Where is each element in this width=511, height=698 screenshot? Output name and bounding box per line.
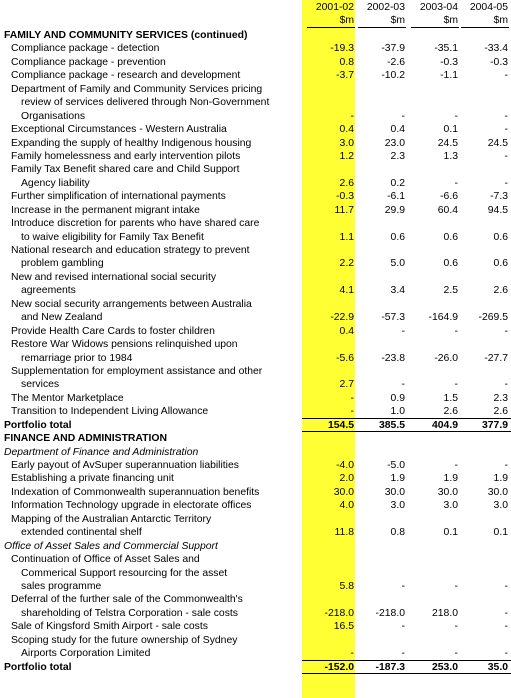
table-row bbox=[0, 352, 511, 365]
cell-value: 3.0 bbox=[339, 137, 354, 149]
cell-value: - bbox=[454, 177, 458, 189]
cell-value: 0.4 bbox=[339, 124, 354, 136]
cell-value: - bbox=[401, 110, 405, 122]
row-label: Compliance package - research and development bbox=[11, 70, 241, 82]
cell-value: 2.6 bbox=[493, 285, 508, 297]
table-row bbox=[0, 392, 511, 405]
cell-value: - bbox=[504, 607, 508, 619]
cell-value: 30.0 bbox=[487, 486, 508, 498]
row-label: Deferral of the further sale of the Commonwealth's bbox=[11, 594, 243, 606]
column-year: 2003-04 bbox=[419, 2, 458, 13]
cell-value: -7.3 bbox=[490, 191, 508, 203]
table-row bbox=[0, 96, 511, 109]
row-label: Compliance package - prevention bbox=[11, 56, 166, 68]
cell-value: 2.2 bbox=[339, 258, 354, 270]
row-label: Compliance package - detection bbox=[11, 43, 160, 55]
cell-value: 0.2 bbox=[390, 177, 405, 189]
cell-value: - bbox=[504, 70, 508, 82]
row-label: Sale of Kingsford Smith Airport - sale costs bbox=[11, 621, 208, 633]
cell-value: 5.8 bbox=[339, 580, 354, 592]
header-underline bbox=[411, 27, 459, 28]
cell-value: 4.0 bbox=[339, 500, 354, 512]
row-label: Introduce discretion for parents who have shared care bbox=[11, 218, 260, 230]
table-row bbox=[0, 110, 511, 123]
cell-value: 0.4 bbox=[390, 124, 405, 136]
cell-value: 30.0 bbox=[437, 486, 458, 498]
cell-value: 1.9 bbox=[493, 473, 508, 485]
cell-value: 0.6 bbox=[390, 231, 405, 243]
cell-value: -10.2 bbox=[381, 70, 405, 82]
column-unit: $m bbox=[443, 15, 458, 26]
cell-value: -152.0 bbox=[324, 661, 354, 673]
table-row bbox=[0, 137, 511, 150]
cell-value: 2.6 bbox=[493, 406, 508, 418]
table-row bbox=[0, 567, 511, 580]
table-row bbox=[0, 150, 511, 163]
cell-value: -5.6 bbox=[336, 352, 354, 364]
table-row bbox=[0, 553, 511, 566]
portfolio-total-row bbox=[0, 419, 511, 432]
cell-value: 3.4 bbox=[390, 285, 405, 297]
cell-value: -37.9 bbox=[381, 43, 405, 55]
row-label: Department of Finance and Administration bbox=[4, 446, 199, 458]
cell-value: 0.6 bbox=[443, 231, 458, 243]
row-label: Commerical Support resourcing for the asset bbox=[21, 567, 228, 579]
cell-value: 35.0 bbox=[487, 661, 508, 673]
cell-value: 2.3 bbox=[493, 392, 508, 404]
cell-value: 23.0 bbox=[384, 137, 405, 149]
cell-value: 11.8 bbox=[334, 527, 354, 539]
row-label: Portfolio total bbox=[4, 661, 72, 673]
table-row bbox=[0, 486, 511, 499]
cell-value: 2.3 bbox=[390, 150, 405, 162]
section-heading-row bbox=[0, 29, 511, 42]
cell-value: 0.6 bbox=[443, 258, 458, 270]
cell-value: -35.1 bbox=[434, 43, 458, 55]
table-row bbox=[0, 338, 511, 351]
row-label: FINANCE AND ADMINISTRATION bbox=[4, 433, 167, 445]
cell-value: -164.9 bbox=[428, 312, 458, 324]
cell-value: 60.4 bbox=[437, 204, 458, 216]
cell-value: -6.1 bbox=[387, 191, 405, 203]
cell-value: -57.3 bbox=[381, 312, 405, 324]
column-year: 2002-03 bbox=[366, 2, 405, 13]
table-row bbox=[0, 365, 511, 378]
cell-value: -0.3 bbox=[336, 191, 354, 203]
table-row bbox=[0, 513, 511, 526]
cell-value: 377.9 bbox=[481, 419, 508, 431]
cell-value: 11.7 bbox=[334, 204, 354, 216]
row-label: sales programme bbox=[21, 580, 102, 592]
row-label: Establishing a private financing unit bbox=[11, 473, 174, 485]
cell-value: 0.9 bbox=[390, 392, 405, 404]
row-label: Increase in the permanent migrant intake bbox=[11, 204, 200, 216]
table-row bbox=[0, 244, 511, 257]
row-label: Department of Family and Community Services pricing bbox=[11, 83, 263, 95]
cell-value: - bbox=[454, 580, 458, 592]
cell-value: - bbox=[454, 325, 458, 337]
cell-value: - bbox=[350, 110, 354, 122]
row-label: Supplementation for employment assistance and other bbox=[11, 365, 263, 377]
cell-value: 0.8 bbox=[339, 56, 354, 68]
row-label: and New Zealand bbox=[21, 312, 103, 324]
cell-value: - bbox=[504, 150, 508, 162]
cell-value: 154.5 bbox=[327, 419, 354, 431]
cell-value: 1.9 bbox=[443, 473, 458, 485]
cell-value: -2.6 bbox=[387, 56, 405, 68]
table-row bbox=[0, 311, 511, 324]
cell-value: 16.5 bbox=[333, 621, 354, 633]
cell-value: 0.6 bbox=[493, 231, 508, 243]
cell-value: -3.7 bbox=[336, 70, 354, 82]
cell-value: - bbox=[454, 621, 458, 633]
cell-value: -0.3 bbox=[440, 56, 458, 68]
cell-value: 30.0 bbox=[384, 486, 405, 498]
cell-value: 24.5 bbox=[437, 137, 458, 149]
cell-value: 24.5 bbox=[487, 137, 508, 149]
cell-value: - bbox=[401, 325, 405, 337]
row-label: remarriage prior to 1984 bbox=[21, 352, 133, 364]
cell-value: - bbox=[454, 648, 458, 660]
cell-value: -218.0 bbox=[324, 607, 354, 619]
cell-value: 3.0 bbox=[493, 500, 508, 512]
budget-table bbox=[0, 29, 511, 674]
table-row bbox=[0, 83, 511, 96]
row-label: Airports Corporation Limited bbox=[21, 648, 151, 660]
cell-value: - bbox=[504, 124, 508, 136]
cell-value: 0.8 bbox=[390, 527, 405, 539]
row-label: Scoping study for the future ownership of Sydney bbox=[11, 634, 238, 646]
table-row bbox=[0, 378, 511, 391]
row-label: Portfolio total bbox=[4, 419, 72, 431]
row-label: to waive eligibility for Family Tax Benefit bbox=[21, 231, 204, 243]
cell-value: - bbox=[454, 110, 458, 122]
row-label: Family homelessness and early intervention pilots bbox=[11, 150, 241, 162]
cell-value: 1.2 bbox=[339, 150, 354, 162]
table-row bbox=[0, 634, 511, 647]
cell-value: 29.9 bbox=[384, 204, 405, 216]
cell-value: - bbox=[454, 460, 458, 471]
table-row bbox=[0, 177, 511, 190]
cell-value: -5.0 bbox=[387, 460, 405, 471]
cell-value: -26.0 bbox=[434, 352, 458, 364]
cell-value: 5.0 bbox=[390, 258, 405, 270]
cell-value: 4.1 bbox=[339, 285, 354, 297]
cell-value: -269.5 bbox=[478, 312, 508, 324]
cell-value: 2.0 bbox=[339, 473, 354, 485]
row-label: Agency liability bbox=[21, 177, 90, 189]
column-year: 2004-05 bbox=[469, 2, 508, 13]
row-label: problem gambling bbox=[21, 258, 104, 270]
cell-value: - bbox=[350, 392, 354, 404]
cell-value: -1.1 bbox=[440, 70, 458, 82]
table-row bbox=[0, 298, 511, 311]
cell-value: -6.6 bbox=[440, 191, 458, 203]
cell-value: - bbox=[504, 177, 508, 189]
cell-value: - bbox=[504, 648, 508, 660]
cell-value: - bbox=[401, 580, 405, 592]
row-label: services bbox=[21, 379, 60, 391]
row-label: Office of Asset Sales and Commercial Support bbox=[4, 540, 218, 552]
cell-value: -4.0 bbox=[336, 460, 354, 471]
cell-value: 2.7 bbox=[339, 379, 354, 391]
cell-value: - bbox=[401, 379, 405, 391]
table-row bbox=[0, 620, 511, 633]
cell-value: 2.5 bbox=[443, 285, 458, 297]
table-row bbox=[0, 405, 511, 418]
row-label: New social security arrangements between Australia bbox=[11, 298, 252, 310]
table-row bbox=[0, 271, 511, 284]
cell-value: -22.9 bbox=[330, 312, 354, 324]
header-underline bbox=[307, 27, 355, 28]
cell-value: 218.0 bbox=[431, 607, 458, 619]
cell-value: 3.0 bbox=[443, 500, 458, 512]
column-year: 2001-02 bbox=[315, 2, 354, 13]
header-underline bbox=[358, 27, 406, 28]
table-row bbox=[0, 123, 511, 136]
cell-value: 1.9 bbox=[390, 473, 405, 485]
row-label: FAMILY AND COMMUNITY SERVICES (continued) bbox=[4, 30, 248, 41]
row-label: Restore War Widows pensions relinquished upon bbox=[11, 339, 238, 351]
cell-value: 2.6 bbox=[443, 406, 458, 418]
row-label: review of services delivered through Non-Government bbox=[21, 97, 270, 109]
table-row bbox=[0, 204, 511, 217]
table-row bbox=[0, 459, 511, 472]
row-label: Provide Health Care Cards to foster children bbox=[11, 325, 215, 337]
column-unit: $m bbox=[339, 15, 354, 26]
cell-value: 1.3 bbox=[443, 150, 458, 162]
row-label: Transition to Independent Living Allowance bbox=[11, 406, 209, 418]
row-label: Further simplification of international payments bbox=[11, 191, 226, 203]
table-row bbox=[0, 607, 511, 620]
cell-value: - bbox=[504, 379, 508, 391]
table-header bbox=[0, 0, 511, 29]
cell-value: - bbox=[401, 621, 405, 633]
cell-value: -19.3 bbox=[330, 43, 354, 55]
table-row bbox=[0, 69, 511, 82]
row-label: Early payout of AvSuper superannuation liabilities bbox=[11, 460, 239, 471]
subsection-heading-row bbox=[0, 540, 511, 553]
table-row bbox=[0, 472, 511, 485]
cell-value: -0.3 bbox=[490, 56, 508, 68]
row-label: agreements bbox=[21, 285, 76, 297]
cell-value: 1.0 bbox=[390, 406, 405, 418]
cell-value: 2.6 bbox=[339, 177, 354, 189]
table-row bbox=[0, 647, 511, 660]
cell-value: - bbox=[504, 325, 508, 337]
cell-value: 404.9 bbox=[431, 419, 458, 431]
table-row bbox=[0, 325, 511, 338]
table-row bbox=[0, 231, 511, 244]
row-label: New and revised international social security bbox=[11, 271, 217, 283]
table-row bbox=[0, 163, 511, 176]
cell-value: - bbox=[504, 110, 508, 122]
cell-value: - bbox=[350, 648, 354, 660]
cell-value: 0.1 bbox=[443, 527, 458, 539]
cell-value: -218.0 bbox=[375, 607, 405, 619]
cell-value: - bbox=[454, 379, 458, 391]
row-label: Organisations bbox=[21, 110, 86, 122]
table-row bbox=[0, 593, 511, 606]
portfolio-total-row bbox=[0, 661, 511, 674]
table-row bbox=[0, 284, 511, 297]
cell-value: 253.0 bbox=[431, 661, 458, 673]
row-label: Family Tax Benefit shared care and Child Support bbox=[11, 164, 240, 176]
table-row bbox=[0, 499, 511, 512]
cell-value: 30.0 bbox=[333, 486, 354, 498]
row-label: Expanding the supply of healthy Indigenous housing bbox=[11, 137, 252, 149]
row-label: Exceptional Circumstances - Western Australia bbox=[11, 124, 227, 136]
cell-value: -33.4 bbox=[484, 43, 508, 55]
cell-value: - bbox=[350, 406, 354, 418]
cell-value: 0.1 bbox=[443, 124, 458, 136]
table-row bbox=[0, 580, 511, 593]
cell-value: 0.1 bbox=[493, 527, 508, 539]
cell-value: -23.8 bbox=[381, 352, 405, 364]
row-label: Continuation of Office of Asset Sales and bbox=[11, 554, 200, 566]
cell-value: 3.0 bbox=[390, 500, 405, 512]
cell-value: - bbox=[504, 621, 508, 633]
row-label: shareholding of Telstra Corporation - sale costs bbox=[21, 607, 238, 619]
row-label: Mapping of the Australian Antarctic Territory bbox=[11, 513, 212, 525]
cell-value: -187.3 bbox=[375, 661, 405, 673]
cell-value: 1.5 bbox=[443, 392, 458, 404]
row-label: The Mentor Marketplace bbox=[11, 392, 124, 404]
cell-value: - bbox=[401, 648, 405, 660]
table-row bbox=[0, 190, 511, 203]
row-label: Indexation of Commonwealth superannuation benefits bbox=[11, 486, 260, 498]
table-row bbox=[0, 257, 511, 270]
table-row bbox=[0, 42, 511, 55]
cell-value: - bbox=[504, 460, 508, 471]
table-row bbox=[0, 526, 511, 539]
table-row bbox=[0, 217, 511, 230]
cell-value: 0.6 bbox=[493, 258, 508, 270]
cell-value: -27.7 bbox=[484, 352, 508, 364]
cell-value: 94.5 bbox=[487, 204, 508, 216]
header-underline bbox=[461, 27, 509, 28]
column-unit: $m bbox=[390, 15, 405, 26]
cell-value: - bbox=[504, 580, 508, 592]
cell-value: 385.5 bbox=[378, 419, 405, 431]
row-label: National research and education strategy to prevent bbox=[11, 245, 250, 256]
row-label: extended continental shelf bbox=[21, 527, 142, 539]
cell-value: 0.4 bbox=[339, 325, 354, 337]
row-label: Information Technology upgrade in electorate offices bbox=[11, 500, 252, 512]
cell-value: 1.1 bbox=[339, 231, 354, 243]
section-heading-row bbox=[0, 432, 511, 445]
subsection-heading-row bbox=[0, 446, 511, 459]
column-unit: $m bbox=[493, 15, 508, 26]
table-row bbox=[0, 56, 511, 69]
